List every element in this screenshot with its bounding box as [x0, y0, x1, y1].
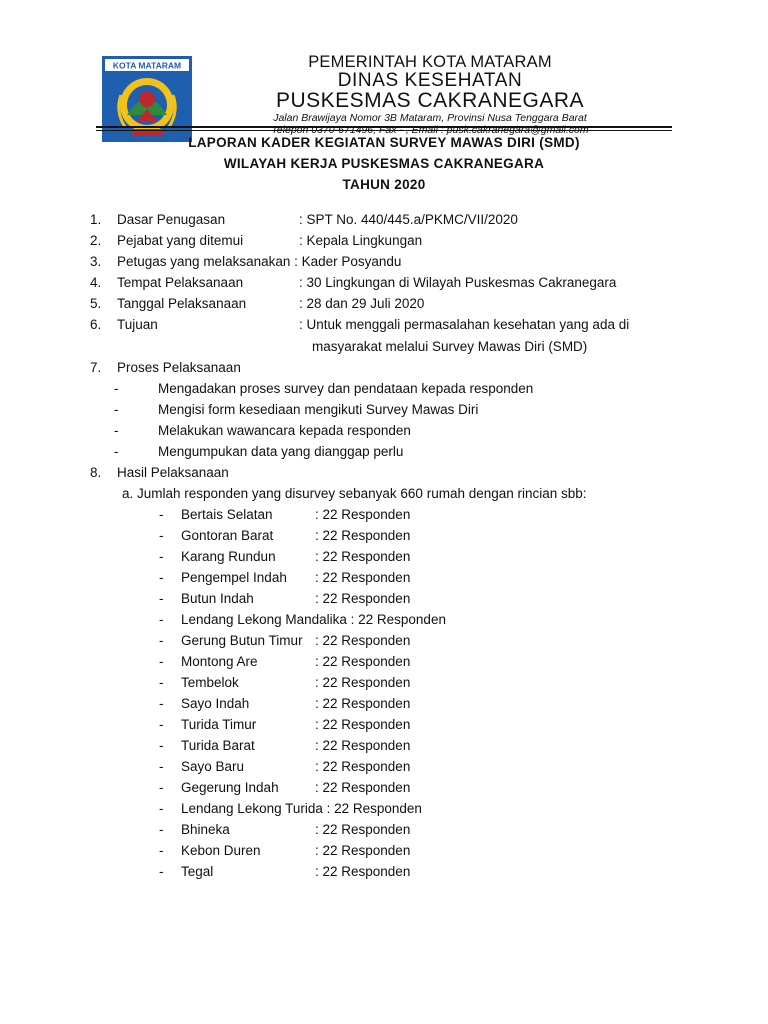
- area-count: : 22 Responden: [315, 675, 411, 690]
- letterhead-government: PEMERINTAH KOTA MATARAM: [308, 53, 552, 71]
- item-number: 2.: [90, 233, 102, 248]
- item-label: Tujuan: [117, 317, 158, 332]
- item-label: Tanggal Pelaksanaan: [117, 296, 247, 311]
- area-name: Karang Rundun: [181, 549, 276, 564]
- area-name: Butun Indah: [181, 591, 254, 606]
- area-name: Kebon Duren: [181, 843, 261, 858]
- item-label: Proses Pelaksanaan: [117, 360, 241, 375]
- report-year: TAHUN 2020: [342, 177, 426, 192]
- area-count: : 22 Responden: [315, 591, 411, 606]
- area-name: Montong Are: [181, 654, 258, 669]
- row-dash: -: [159, 528, 164, 543]
- item-label: Hasil Pelaksanaan: [117, 465, 229, 480]
- area-name: Pengempel Indah: [181, 570, 287, 585]
- item-value: : SPT No. 440/445.a/PKMC/VII/2020: [299, 212, 518, 227]
- area-name: Sayo Baru: [181, 759, 245, 774]
- row-dash: -: [159, 612, 164, 627]
- letterhead-email: Email : pusk.cakranegara@gmail.com: [411, 124, 589, 136]
- item-label: Pejabat yang ditemui: [117, 233, 244, 248]
- area-name: Turida Timur: [181, 717, 257, 732]
- item-value-continued: masyarakat melalui Survey Mawas Diri (SMD): [312, 339, 588, 354]
- row-dash: -: [159, 696, 164, 711]
- row-dash: -: [159, 759, 164, 774]
- area-count: : 22 Responden: [315, 696, 411, 711]
- row-dash: -: [159, 738, 164, 753]
- area-name: Gegerung Indah: [181, 780, 279, 795]
- area-name: Turida Barat: [181, 738, 255, 753]
- area-name: Gerung Butun Timur: [181, 633, 303, 648]
- bullet-dash: -: [114, 402, 119, 417]
- row-dash: -: [159, 570, 164, 585]
- area-count: : 22 Responden: [315, 654, 411, 669]
- area-name: Tegal: [181, 864, 214, 879]
- area-count: : 22 Responden: [315, 717, 411, 732]
- letterhead: [200, 53, 660, 136]
- letterhead-phone: Telepon 0370-671496, Fax - ,: [271, 124, 412, 136]
- item-label: Petugas yang melaksanakan : Kader Posyandu: [117, 254, 402, 269]
- item-number: 3.: [90, 254, 102, 269]
- item-label: Tempat Pelaksanaan: [117, 275, 244, 290]
- bullet-text: Mengisi form kesediaan mengikuti Survey Mawas Diri: [158, 402, 479, 417]
- row-dash: -: [159, 864, 164, 879]
- area-count: : 22 Responden: [315, 570, 411, 585]
- item-number: 5.: [90, 296, 102, 311]
- area-count: : 22 Responden: [315, 738, 411, 753]
- letterhead-institution: PUSKESMAS CAKRANEGARA: [275, 89, 585, 112]
- area-name: Bertais Selatan: [181, 507, 273, 522]
- bullet-dash: -: [114, 381, 119, 396]
- area-name: Bhineka: [181, 822, 230, 837]
- area-count: : 22 Responden: [315, 633, 411, 648]
- area-name: Lendang Lekong Turida : 22 Responden: [181, 801, 422, 816]
- row-dash: -: [159, 507, 164, 522]
- row-dash: -: [159, 591, 164, 606]
- bullet-text: Mengadakan proses survey dan pendataan kepada responden: [158, 381, 534, 396]
- item-number: 1.: [90, 212, 102, 227]
- letterhead-agency: DINAS KESEHATAN: [337, 70, 523, 91]
- bullet-dash: -: [114, 423, 119, 438]
- item-number: 7.: [90, 360, 102, 375]
- item-label: Dasar Penugasan: [117, 212, 226, 227]
- letterhead-rule: [96, 126, 672, 128]
- report-subtitle: WILAYAH KERJA PUSKESMAS CAKRANEGARA: [223, 156, 545, 171]
- item-number: 6.: [90, 317, 102, 332]
- row-dash: -: [159, 549, 164, 564]
- sub-item-text: a. Jumlah responden yang disurvey sebanyak 660 rumah dengan rincian sbb:: [122, 486, 587, 501]
- item-value: : 30 Lingkungan di Wilayah Puskesmas Cakranegara: [299, 275, 617, 290]
- area-count: : 22 Responden: [315, 864, 411, 879]
- area-name: Lendang Lekong Mandalika : 22 Responden: [181, 612, 446, 627]
- letterhead-rule-thin: [96, 130, 672, 131]
- row-dash: -: [159, 822, 164, 837]
- area-count: : 22 Responden: [315, 843, 411, 858]
- area-name: Gontoran Barat: [181, 528, 274, 543]
- area-name: Sayo Indah: [181, 696, 250, 711]
- area-count: : 22 Responden: [315, 507, 411, 522]
- row-dash: -: [159, 780, 164, 795]
- letterhead-address: Jalan Brawijaya Nomor 3B Mataram, Provinsi Nusa Tenggara Barat: [273, 112, 587, 124]
- row-dash: -: [159, 654, 164, 669]
- area-count: : 22 Responden: [315, 549, 411, 564]
- item-number: 4.: [90, 275, 102, 290]
- area-count: : 22 Responden: [315, 759, 411, 774]
- area-count: : 22 Responden: [315, 780, 411, 795]
- area-name: Tembelok: [181, 675, 239, 690]
- area-count: : 22 Responden: [315, 822, 411, 837]
- bullet-text: Mengumpukan data yang dianggap perlu: [158, 444, 404, 459]
- bullet-text: Melakukan wawancara kepada responden: [158, 423, 411, 438]
- row-dash: -: [159, 843, 164, 858]
- bullet-dash: -: [114, 444, 119, 459]
- row-dash: -: [159, 633, 164, 648]
- row-dash: -: [159, 717, 164, 732]
- item-value: : Untuk menggali permasalahan kesehatan yang ada di: [299, 317, 630, 332]
- area-count: : 22 Responden: [315, 528, 411, 543]
- logo-banner-text: KOTA MATARAM: [112, 60, 182, 71]
- item-value: : Kepala Lingkungan: [299, 233, 423, 248]
- report-title: LAPORAN KADER KEGIATAN SURVEY MAWAS DIRI (SMD): [188, 135, 580, 150]
- item-value: : 28 dan 29 Juli 2020: [299, 296, 425, 311]
- row-dash: -: [159, 675, 164, 690]
- row-dash: -: [159, 801, 164, 816]
- item-number: 8.: [90, 465, 102, 480]
